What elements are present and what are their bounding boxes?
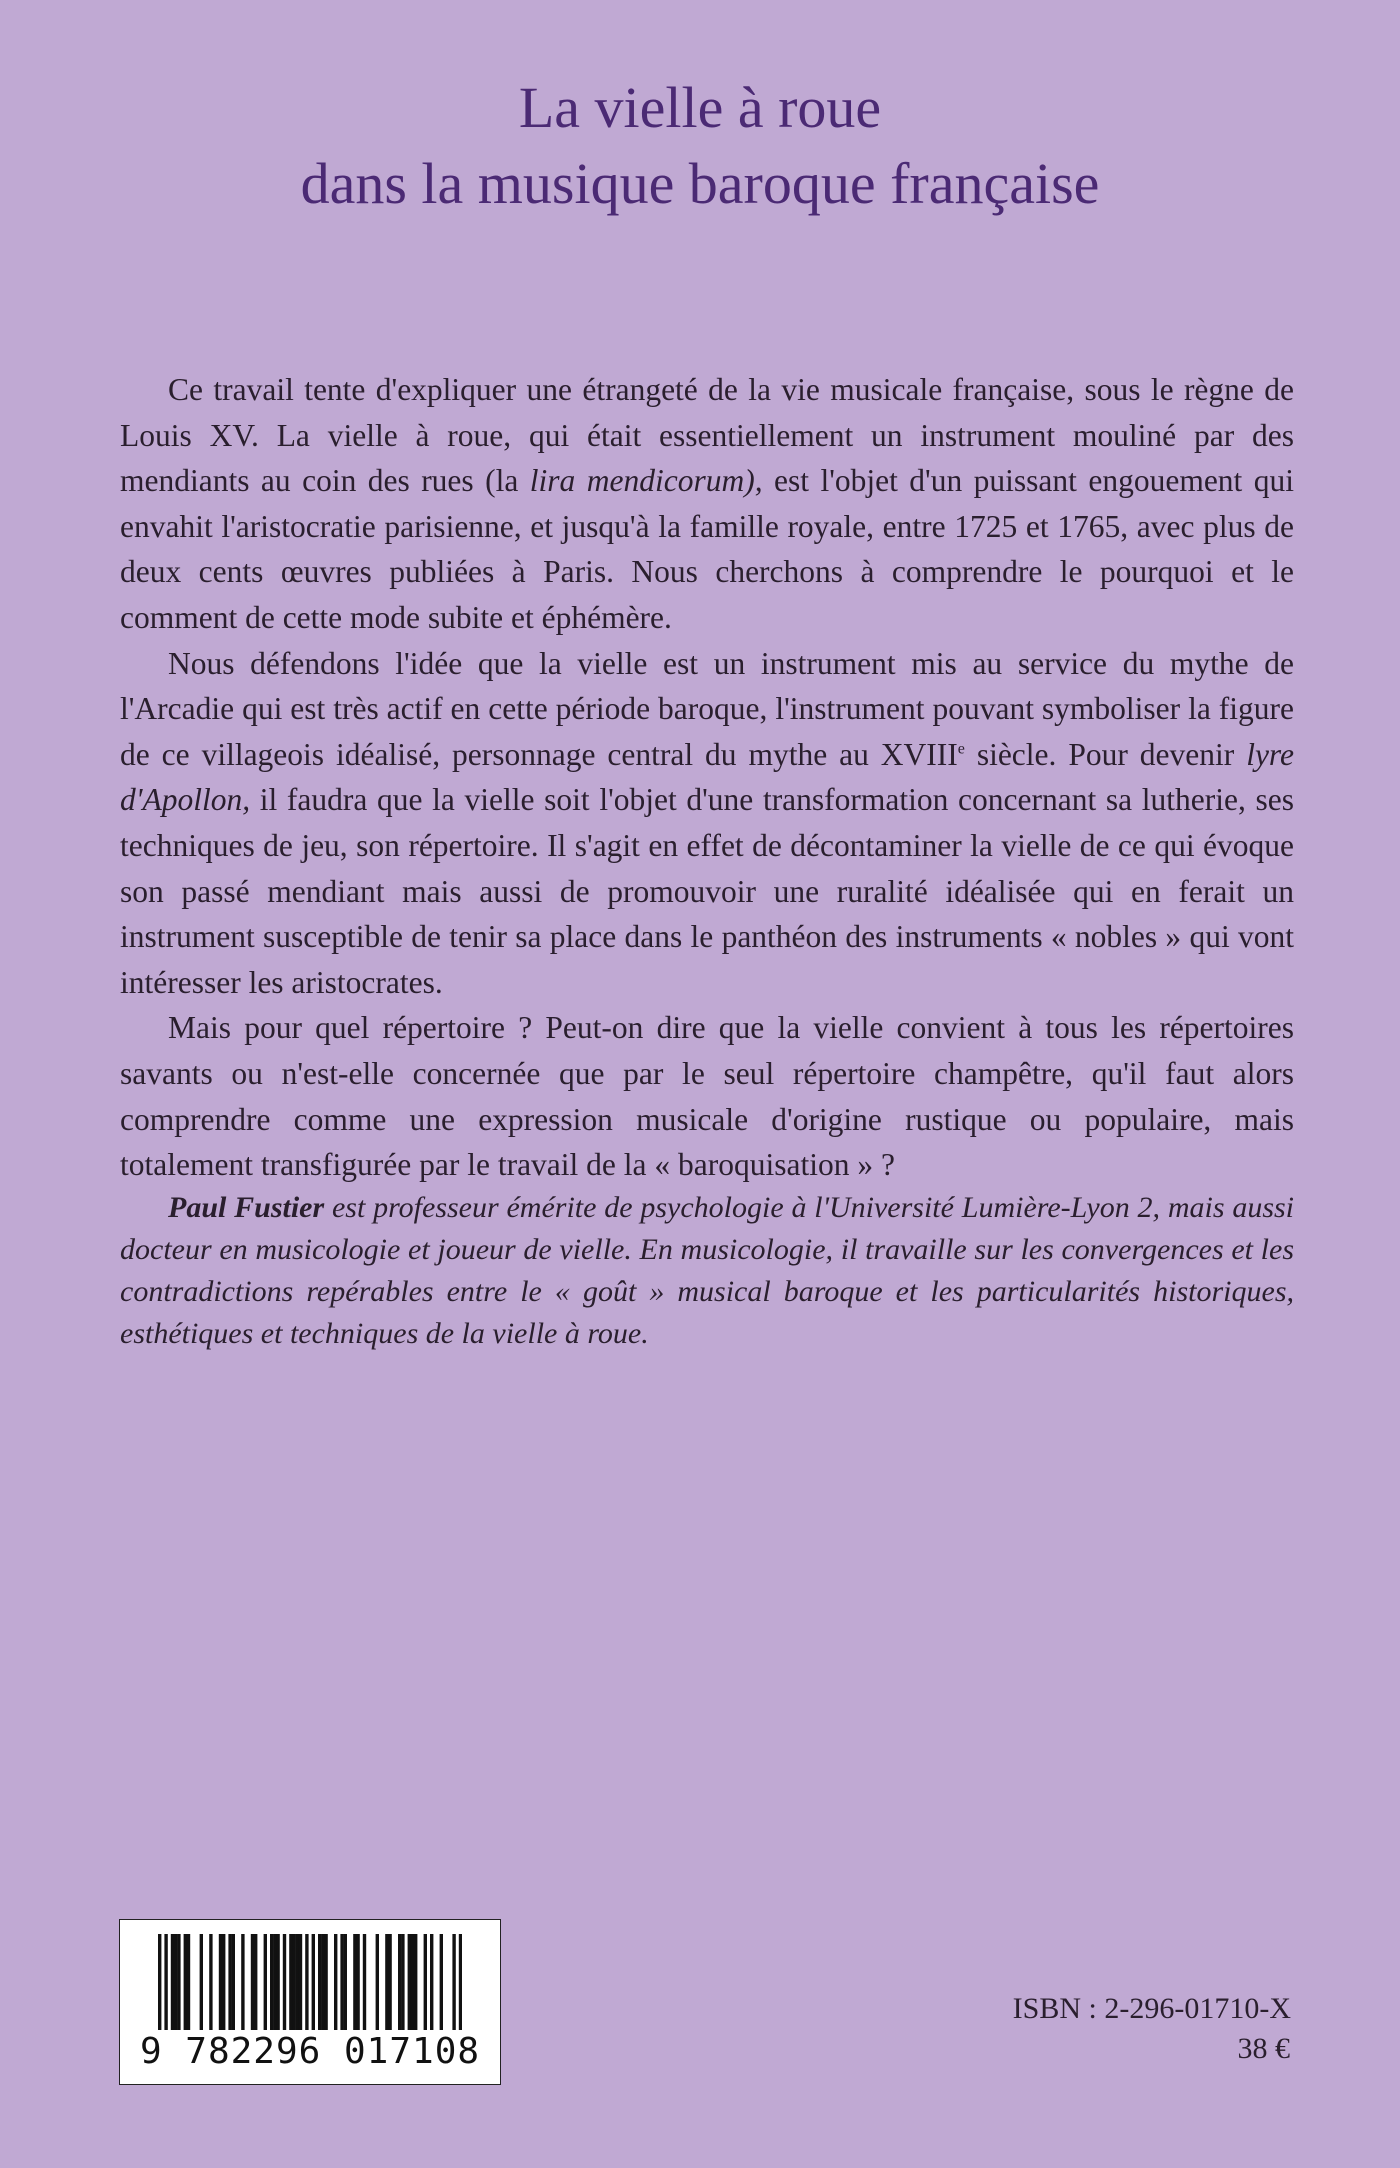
barcode-bar [385, 1934, 388, 2030]
barcode-bar [174, 1934, 177, 2030]
barcode-bars [158, 1934, 462, 2030]
barcode-bar [299, 1934, 302, 2030]
barcode-bar [171, 1934, 174, 2030]
book-summary [120, 367, 1294, 1188]
barcode-bar [363, 1934, 366, 2030]
barcode-bar [356, 1934, 359, 2030]
barcode-bar [187, 1934, 190, 2030]
barcode-bar [270, 1934, 273, 2030]
barcode-bar [292, 1934, 295, 2030]
barcode-bar [305, 1934, 308, 2030]
barcode-bar [414, 1934, 417, 2030]
barcode-digits: 9 782296 017108 [139, 2031, 481, 2072]
barcode-bar [184, 1934, 187, 2030]
summary-p2-text-b: siècle. Pour devenir [964, 736, 1247, 772]
barcode-bar [388, 1934, 391, 2030]
isbn: ISBN : 2-296-01710-X [1012, 1992, 1291, 2025]
barcode-bar [459, 1934, 462, 2030]
barcode-bar [318, 1934, 321, 2030]
summary-p2-text-c: il faudra que la vielle soit l'objet d'une transformation concernant sa lutherie, ses techniques de jeu, son répertoire. Il s'agit en effet de décontaminer la vielle de ce qui évoque son passé mendiant mais aussi de promouvoir une ruralité idéalisée qui en ferait un instrument susceptible de tenir sa place dans le panthéon des instruments « nobles » qui vont intéresser les aristocrates. [120, 782, 1294, 1000]
barcode-bar [164, 1934, 167, 2030]
summary-p1-text-b: est l'objet d'un puissant engouement qui envahit l'aristocratie parisienne, et jusqu'à la famille royale, entre 1725 et 1765, avec plus de deux cents œuvres publiées à Paris. Nous cherchons à comprendre le pourquoi et le comment de cette mode subite et éphémère. [120, 463, 1294, 635]
author-bio [120, 1187, 1294, 1355]
barcode-bar [340, 1934, 343, 2030]
barcode-bar [222, 1934, 225, 2030]
barcode-bar [232, 1934, 235, 2030]
barcode-bar [324, 1934, 327, 2030]
summary-p2-text-a: Nous défendons l'idée que la vielle est un instrument mis au service du mythe de l'Arcadie qui est très actif en cette période baroque, l'instrument pouvant symboliser la figure de ce villageois idéalisé, personnage central du mythe au XVIII [120, 645, 1294, 772]
barcode-bar [200, 1934, 203, 2030]
barcode-bar [289, 1934, 292, 2030]
barcode-bar [440, 1934, 443, 2030]
barcode-bar [424, 1934, 427, 2030]
author-name: Paul Fustier [168, 1191, 325, 1224]
barcode-bar [334, 1934, 337, 2030]
barcode-bar [273, 1934, 276, 2030]
barcode-bar [321, 1934, 324, 2030]
summary-p1-text-a: Ce travail tente d'expliquer une étrangeté de la vie musicale française, sous le règne de Louis XV. La vielle à roue, qui était essentiellement un instrument mouliné par des mendiants au coin des rues (la [120, 372, 1294, 499]
barcode-bar [219, 1934, 222, 2030]
summary-paragraph-3: Mais pour quel répertoire ? Peut-on dire que la vielle convient à tous les répertoires savants ou n'est-elle concernée que par le seul répertoire champêtre, qu'il faut alors comprendre comme une expression musicale d'origine rustique ou populaire, mais totalement transfigurée par le travail de la « baroquisation » ? [120, 1010, 1294, 1183]
barcode-bar [209, 1934, 212, 2030]
summary-paragraph-2 [120, 641, 1294, 1006]
barcode-bar [276, 1934, 279, 2030]
summary-p2-superscript: e [957, 740, 965, 758]
barcode-bar [408, 1934, 411, 2030]
barcode-bar [254, 1934, 257, 2030]
book-title [0, 70, 1400, 222]
barcode-bar [296, 1934, 299, 2030]
summary-p1-italic: lira mendicorum), [529, 463, 763, 499]
barcode-bar [312, 1934, 315, 2030]
barcode-bar [158, 1934, 161, 2030]
barcode-bar [344, 1934, 347, 2030]
barcode-bar [177, 1934, 180, 2030]
barcode-bar [251, 1934, 254, 2030]
barcode [119, 1919, 501, 2085]
title-line-2: dans la musique baroque française [300, 151, 1100, 216]
author-bio-text: est professeur émérite de psychologie à l'Université Lumière-Lyon 2, mais aussi docteur en musicologie et joueur de vielle. En musicologie, il travaille sur les convergences et les contradictions repérables entre le « goût » musical baroque et les particularités historiques, esthétiques et techniques de la vielle à roue. [120, 1191, 1294, 1350]
barcode-bar [401, 1934, 404, 2030]
barcode-bar [353, 1934, 356, 2030]
barcode-bar [430, 1934, 433, 2030]
barcode-bar [264, 1934, 267, 2030]
barcode-bar [376, 1934, 379, 2030]
price: 38 € [1237, 2032, 1290, 2065]
barcode-bar [411, 1934, 414, 2030]
title-line-1: La vielle à roue [518, 75, 882, 140]
summary-p2-italic: lyre d'Apollon, [120, 736, 1294, 818]
barcode-bar [228, 1934, 231, 2030]
barcode-bar [452, 1934, 455, 2030]
barcode-bar [398, 1934, 401, 2030]
barcode-bar [241, 1934, 244, 2030]
barcode-bar [283, 1934, 286, 2030]
summary-paragraph-1 [120, 367, 1294, 641]
